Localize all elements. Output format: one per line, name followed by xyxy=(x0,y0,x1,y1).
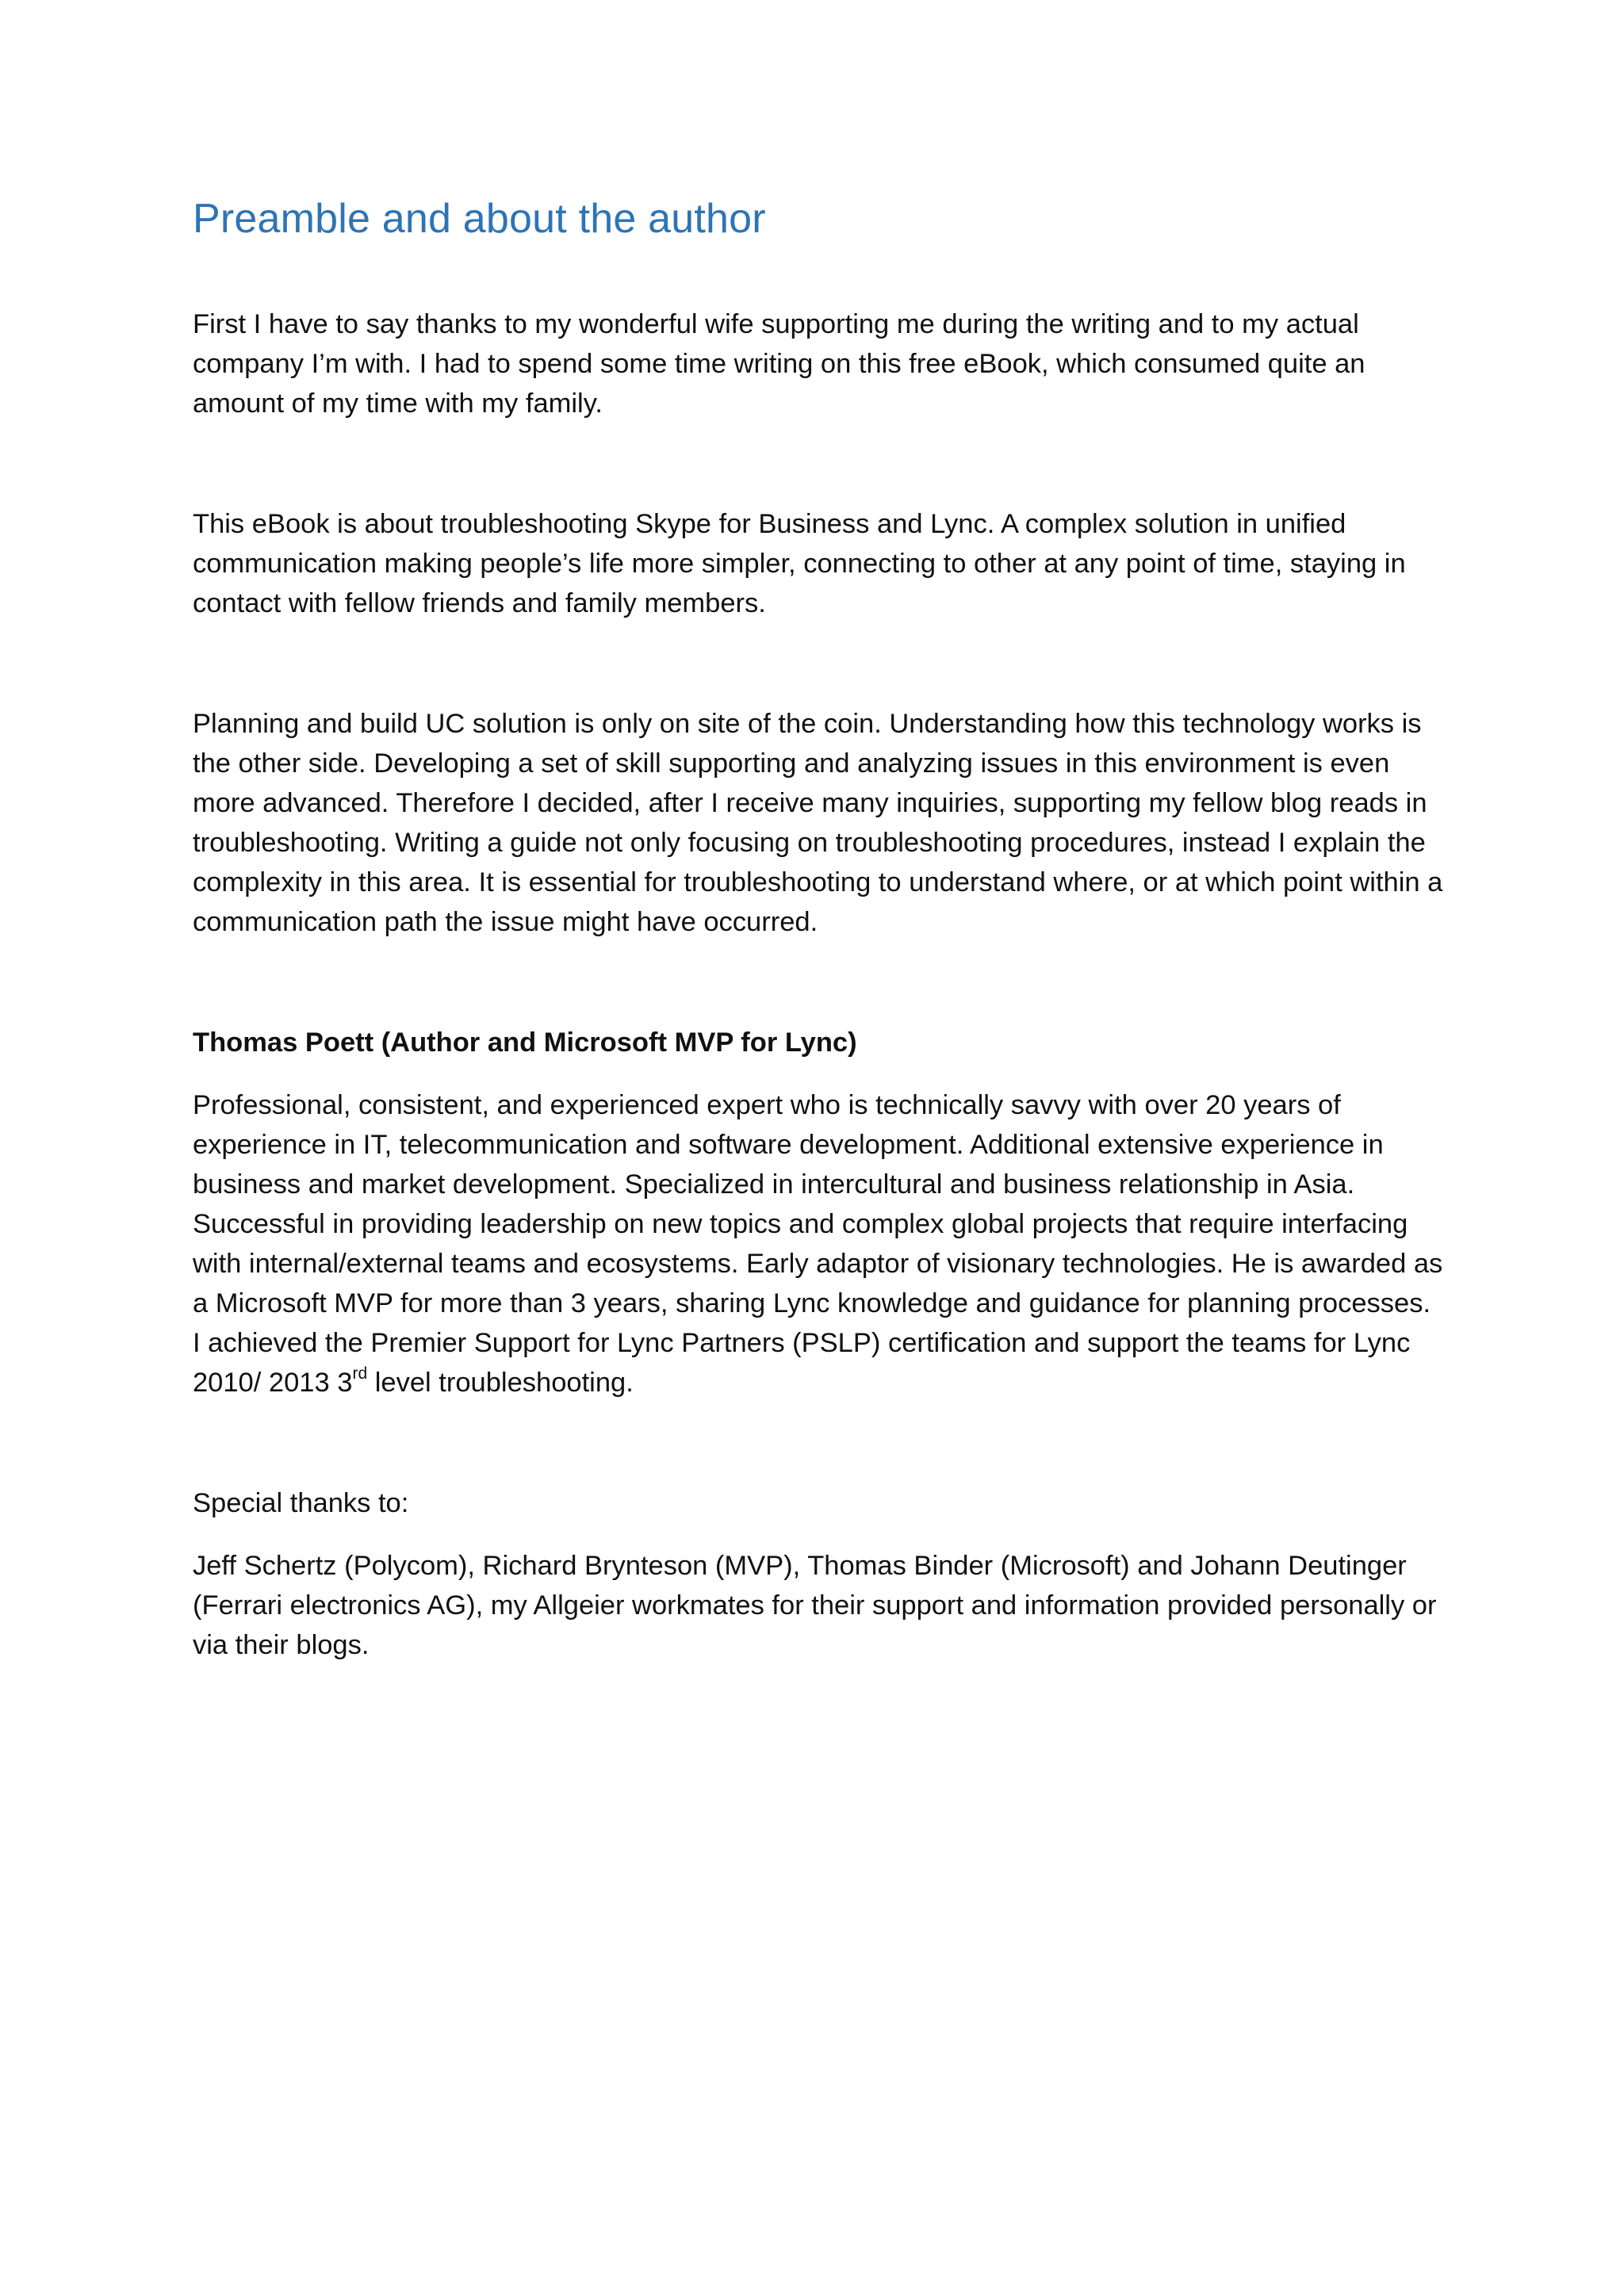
paragraph-spacer xyxy=(193,423,1446,504)
author-bio-text: Professional, consistent, and experienced expert who is technically savvy with over 20 years of experience in IT, telecommunication and software development. Additional extensive experience in business and market development. Specialized in intercultural and business relationship in Asia. Successful in providing leadership on new topics and complex global projects that require interfacing with internal/external teams and ecosystems. Early adaptor of visionary technologies. He is awarded as a Microsoft MVP for more than 3 years, sharing Lync knowledge and guidance for planning processes. I achieved the Premier Support for Lync Partners (PSLP) certification and support the teams for Lync 2010/ 2013 3 xyxy=(193,1090,1443,1398)
author-bio xyxy=(193,1085,1446,1402)
paragraph-ebook-intro: This eBook is about troubleshooting Skype for Business and Lync. A complex solution in unified communication making people’s life more simpler, connecting to other at any point of time, staying in contact with fellow friends and family members. xyxy=(193,509,1406,618)
paragraph-spacer xyxy=(193,1062,1446,1085)
author-bio-superscript: rd xyxy=(352,1364,368,1383)
paragraph-spacer xyxy=(193,1402,1446,1483)
page-title: Preamble and about the author xyxy=(193,196,766,242)
document-body xyxy=(193,187,1446,1665)
author-bio-tail: level troubleshooting. xyxy=(367,1368,634,1398)
paragraph-thanks-family: First I have to say thanks to my wonderful wife supporting me during the writing and to my actual company I’m with. I had to spend some time writing on this free eBook, which consumed quite an amount of my time with my family. xyxy=(193,309,1365,419)
paragraph-motivation: Planning and build UC solution is only on site of the coin. Understanding how this technology works is the other side. Developing a set of skill supporting and analyzing issues in this environment is even more advanced. Therefore I decided, after I receive many inquiries, supporting my fellow blog reads in troubleshooting. Writing a guide not only focusing on troubleshooting procedures, instead I explain the complexity in this area. It is essential for troubleshooting to understand where, or at which point within a communication path the issue might have occurred. xyxy=(193,709,1443,937)
special-thanks-heading: Special thanks to: xyxy=(193,1488,409,1518)
author-heading: Thomas Poett (Author and Microsoft MVP for Lync) xyxy=(193,1027,857,1058)
paragraph-spacer xyxy=(193,1523,1446,1546)
paragraph-spacer xyxy=(193,942,1446,1023)
special-thanks-text: Jeff Schertz (Polycom), Richard Brynteson (MVP), Thomas Binder (Microsoft) and Johann Deutinger (Ferrari electronics AG), my Allgeier workmates for their support and information provided personally or via their blogs. xyxy=(193,1551,1437,1660)
paragraph-spacer xyxy=(193,623,1446,704)
